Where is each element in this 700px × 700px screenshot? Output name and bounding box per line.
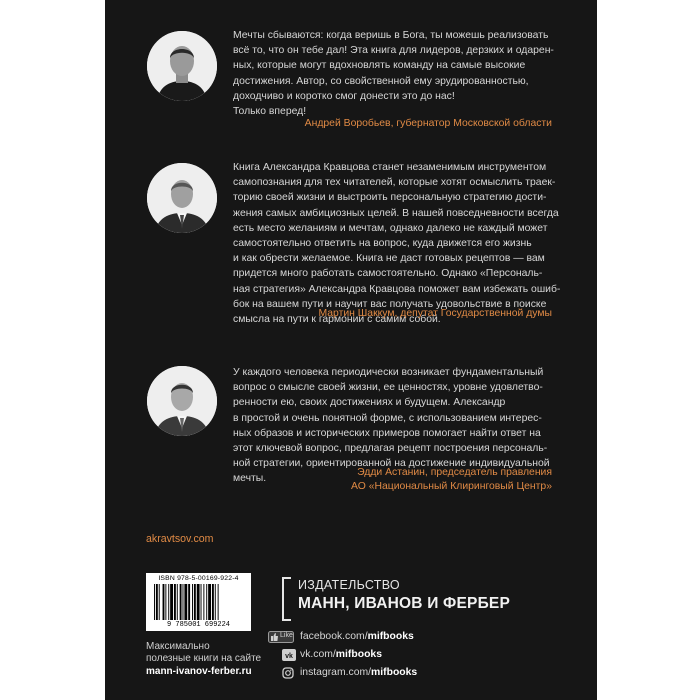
review-3-author	[351, 466, 552, 494]
review-1-author: Андрей Воробьев, губернатор Московской области	[304, 118, 552, 129]
barcode-bar	[184, 584, 187, 620]
barcode-bar	[212, 584, 214, 620]
publisher-site: mann-ivanov-ferber.ru	[146, 665, 252, 677]
instagram-icon	[282, 667, 294, 684]
review-2-author: Мартин Шаккум, депутат Государственной думы	[318, 308, 552, 319]
review-3-text: У каждого человека периодически возникает фундаментальный вопрос о смысле своей жизни, ее ценностях, уровне удовлетво- ренности ею, своих достижениях и будущем. Александр в простой и очень понятной форме, с использованием интерес- ных образов и исторических примеров помогает найти ответ на этот ключевой вопрос, предлагая рецепт построения персональ- ной стратегии, ориентированной на достижение индивидуальной мечты.	[233, 367, 550, 485]
author-portrait-1	[147, 31, 217, 101]
barcode-bar	[183, 584, 184, 620]
instagram-prefix: instagram.com/	[300, 667, 372, 678]
vk-handle: mifbooks	[335, 649, 382, 660]
barcode-bar	[203, 584, 204, 620]
barcode-bar	[194, 584, 196, 620]
barcode-bar	[159, 584, 160, 620]
slogan-line-3	[146, 666, 261, 678]
barcode-bar	[215, 584, 216, 620]
facebook-handle: mifbooks	[367, 631, 414, 642]
barcode-bar	[154, 584, 155, 620]
isbn-barcode	[146, 573, 251, 631]
review-1-text: Мечты сбываются: когда веришь в Бога, ты можешь реализовать всё то, что он тебе дал! Эта книга для лидеров, дерзких и одарен- ных, которые могут вдохновлять команду на самые высокие достижения. Автор, со свойственной ему эрудированностью, доходчиво и коротко смог донести это до нас! Только вперед!	[233, 30, 554, 118]
publisher-label: ИЗДАТЕЛЬСТВО	[298, 578, 400, 592]
publisher-name: МАНН, ИВАНОВ И ФЕРБЕР	[298, 595, 510, 612]
review-2-text: Книга Александра Кравцова станет незаменимым инструментом самопознания для тех читателей, которые хотят осмыслить траек- торию своей жизни и выстроить персональную стратегию дости- жения самых амбициозных целей. В нашей повседневности всегда есть место желаниям и мечтам, однако далеко не каждый может самостоятельно ответить на вопрос, куда движется его жизнь и как обрести желаемое. Книга не даст готовых рецептов — вам придется много работать самостоятельно. Однако «Персональ- ная стратегия» Александра Кравцова поможет вам избежать ошиб- бок на вашем пути и научит вас получать удовольствие в поиске смысла на пути к гармонии с самим собой.	[233, 162, 561, 326]
barcode-bar	[188, 584, 190, 620]
barcode-bar	[156, 584, 158, 620]
instagram-handle: mifbooks	[371, 667, 418, 678]
svg-text:vk: vk	[285, 653, 293, 660]
review-3-author-line-2: АО «Национальный Клиринговый Центр»	[351, 481, 552, 492]
barcode-bar	[206, 584, 207, 620]
barcode-bar	[218, 584, 219, 620]
facebook-prefix: facebook.com/	[300, 631, 368, 642]
review-3-author-line-1: Эдди Астанин, председатель правления	[357, 467, 552, 478]
publisher-logo-bracket	[282, 577, 291, 621]
facebook-like-label: Like	[280, 632, 293, 639]
author-portrait-2	[147, 163, 217, 233]
vk-prefix: vk.com/	[300, 649, 336, 660]
barcode-bar	[180, 584, 182, 620]
barcode-bar	[208, 584, 211, 620]
publisher-slogan	[146, 641, 261, 678]
author-website: akravtsov.com	[146, 533, 214, 545]
isbn-text: ISBN 978-5-00169-922-4	[158, 575, 239, 582]
slogan-line-2: полезные книги на сайте	[146, 653, 262, 665]
barcode-bar	[197, 584, 200, 620]
barcode-bar	[168, 584, 169, 620]
barcode-bar	[177, 584, 178, 620]
barcode-number: 9 785001 699224	[166, 621, 230, 629]
author-portrait-3	[147, 366, 217, 436]
barcode-bar	[192, 584, 193, 620]
barcode-bar	[174, 584, 176, 620]
barcode-bar	[165, 584, 166, 620]
slogan-line-1: Максимально	[146, 641, 210, 652]
vk-icon	[282, 649, 296, 666]
barcode-bar	[163, 584, 165, 620]
barcode-bar	[170, 584, 173, 620]
barcode-bar	[201, 584, 202, 620]
